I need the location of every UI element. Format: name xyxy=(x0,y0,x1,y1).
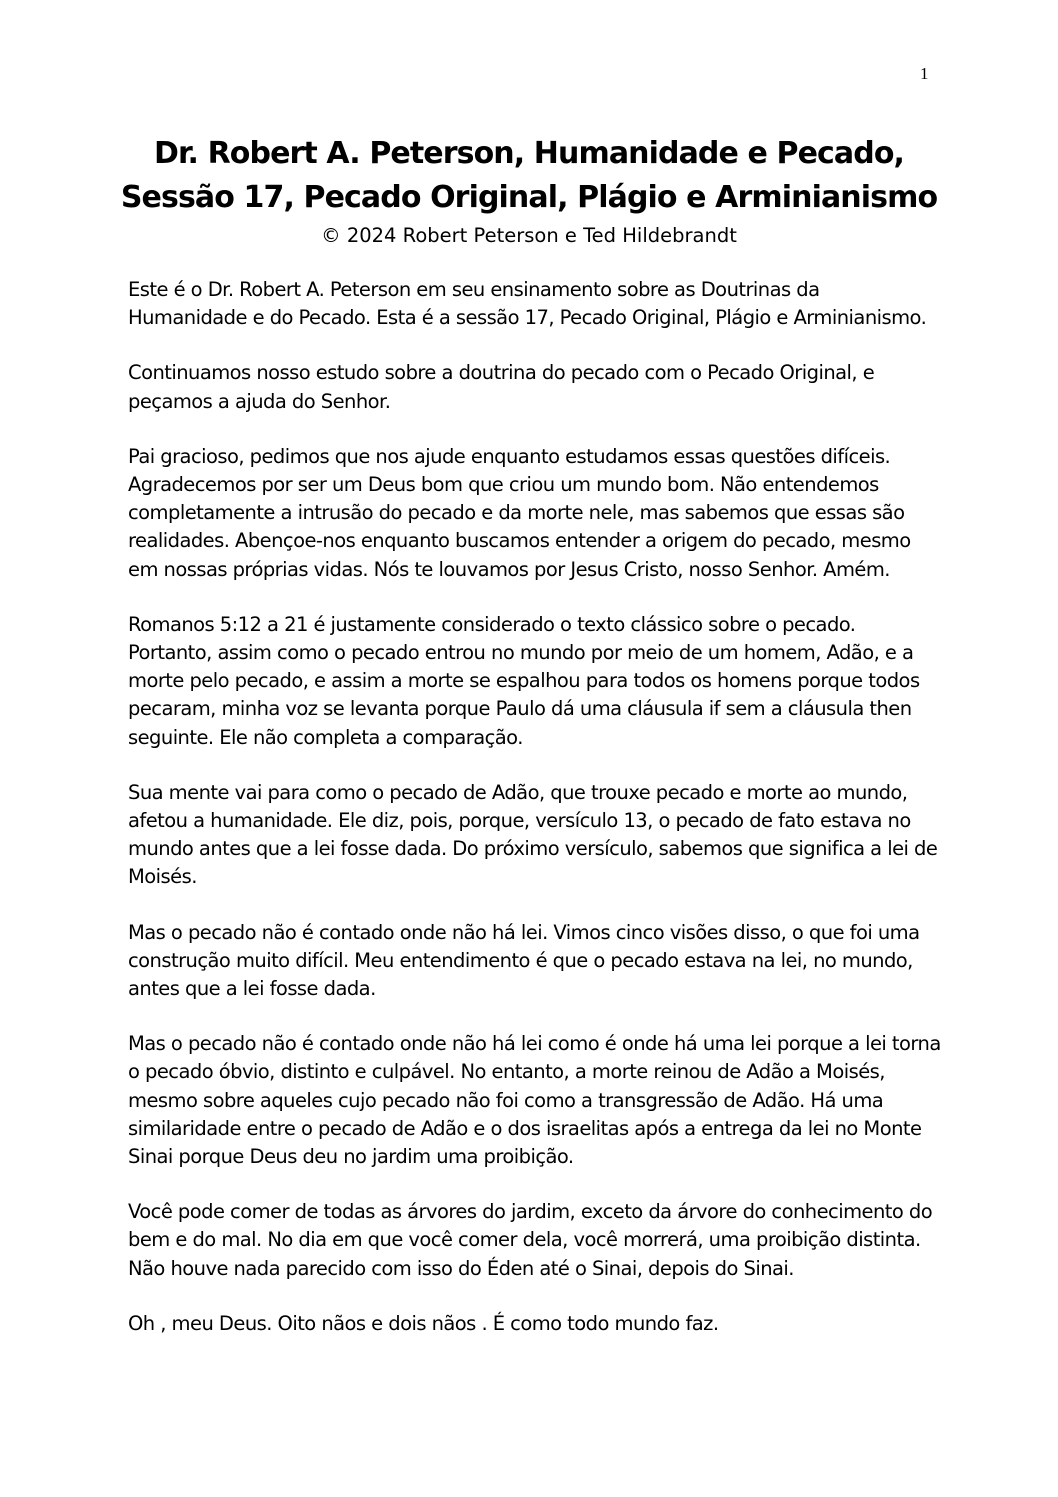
copyright-line: © 2024 Robert Peterson e Ted Hildebrandt xyxy=(321,224,737,247)
paragraph: Mas o pecado não é contado onde não há lei como é onde há uma lei porque a lei torna o pecado óbvio, distinto e culpável. No entanto, a morte reinou de Adão a Moisés, mesmo sobre aqueles cujo pecado não foi como a transgressão de Adão. Há uma similaridade entre o pecado de Adão e o dos israelitas após a entrega da lei no Monte Sinai porque Deus deu no jardim uma proibição. xyxy=(128,1032,941,1169)
document-title xyxy=(90,132,968,220)
paragraph: Este é o Dr. Robert A. Peterson em seu ensinamento sobre as Doutrinas da Humanidade e do Pecado. Esta é a sessão 17, Pecado Original, Plágio e Arminianismo. xyxy=(128,278,927,330)
paragraph: Você pode comer de todas as árvores do jardim, exceto da árvore do conhecimento do bem e do mal. No dia em que você comer dela, você morrerá, uma proibição distinta. Não houve nada parecido com isso do Éden até o Sinai, depois do Sinai. xyxy=(128,1200,933,1280)
title-line-2: Sessão 17, Pecado Original, Plágio e Arminianismo xyxy=(120,180,938,215)
paragraph: Continuamos nosso estudo sobre a doutrina do pecado com o Pecado Original, e peçamos a ajuda do Senhor. xyxy=(128,361,875,413)
paragraph: Mas o pecado não é contado onde não há lei. Vimos cinco visões disso, o que foi uma construção muito difícil. Meu entendimento é que o pecado estava na lei, no mundo, antes que a lei fosse dada. xyxy=(128,920,920,1001)
title-line-1: Dr. Robert A. Peterson, Humanidade e Pecado, xyxy=(153,136,905,171)
paragraph: Sua mente vai para como o pecado de Adão, que trouxe pecado e morte ao mundo, afetou a humanidade. Ele diz, pois, porque, versículo 13, o pecado de fato estava no mundo antes que a lei fosse dada. Do próximo versículo, sabemos que significa a lei de Moisés. xyxy=(128,780,938,889)
document-body xyxy=(128,276,943,1365)
page-number: 1 xyxy=(920,64,929,83)
paragraph: Romanos 5:12 a 21 é justamente considerado o texto clássico sobre o pecado. Portanto, assim como o pecado entrou no mundo por meio de um homem, Adão, e a morte pelo pecado, e assim a morte se espalhou para todos os homens porque todos pecaram, minha voz se levanta porque Paulo dá uma cláusula if sem a cláusula then seguinte. Ele não completa a comparação. xyxy=(128,612,920,749)
paragraph: Oh , meu Deus. Oito nãos e dois nãos . É como todo mundo faz. xyxy=(128,1311,719,1335)
paragraph: Pai gracioso, pedimos que nos ajude enquanto estudamos essas questões difíceis. Agradecemos por ser um Deus bom que criou um mundo bom. Não entendemos completamente a intrusão do pecado e da morte nele, mas sabemos que essas são realidades. Abençoe-nos enquanto buscamos entender a origem do pecado, mesmo em nossas próprias vidas. Nós te louvamos por Jesus Cristo, nosso Senhor. Amém. xyxy=(128,444,911,581)
